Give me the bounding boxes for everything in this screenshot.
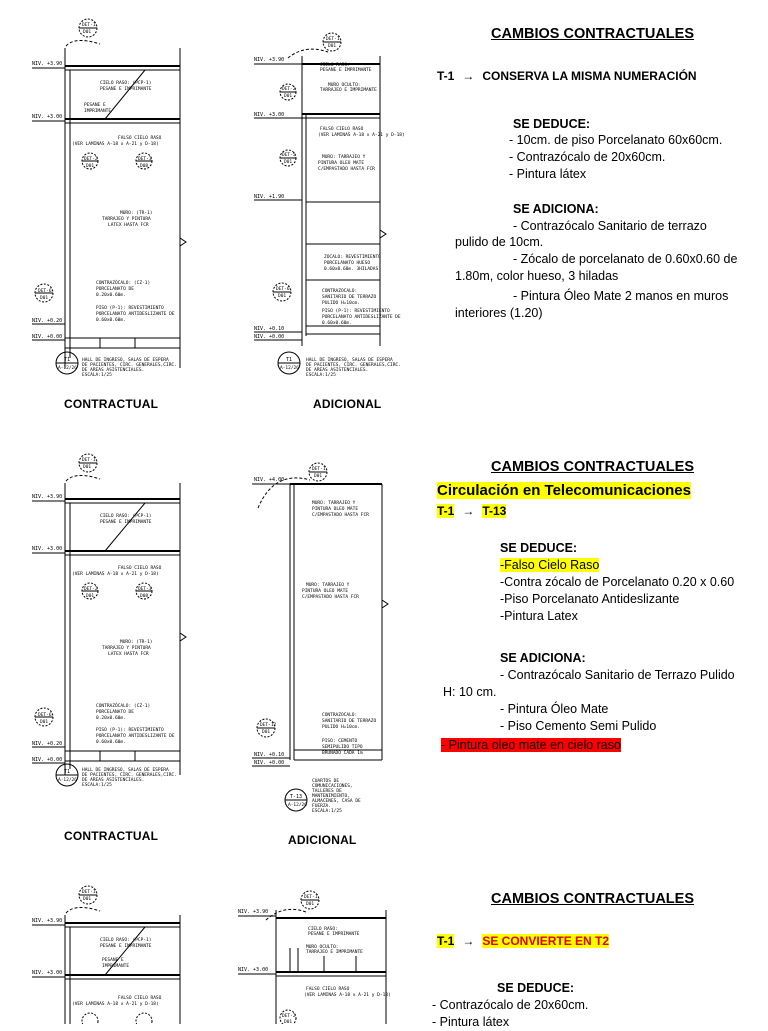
- label-p-060: 0.60x0.60m.: [96, 318, 126, 323]
- label-det2: DET-2: [84, 587, 98, 592]
- label-ver-laminas: (VER LAMINAS A-18 x A-21 y D-18): [304, 993, 391, 998]
- section-3-title: CAMBIOS CONTRACTUALES: [491, 891, 694, 907]
- label-muro-tarrajeo: MURO: TARRAJEO Y: [306, 583, 350, 588]
- label-pesane: PESANE E IMPRIMANTE: [100, 520, 152, 525]
- label-det6: DET-6: [276, 287, 290, 292]
- label-d01-c: D01: [40, 296, 49, 301]
- label-niv-300: NIV. +3.00: [32, 114, 63, 120]
- drawing-adicional-1: [250, 30, 420, 388]
- label-cielo-raso: MURO: TARRAJEO Y: [312, 501, 356, 506]
- label-piso-p1: PISO (P-1): REVESTIMIENTO: [322, 309, 390, 314]
- label-pesane: PESANE E IMPRIMANTE: [100, 87, 152, 92]
- arrow-icon: →: [462, 69, 475, 83]
- label-niv-190: NIV. +1.90: [254, 194, 285, 200]
- label-cielo-raso: CIELO RASO:: [308, 927, 338, 932]
- label-det3: DET-3: [138, 587, 152, 592]
- label-d01-b: D01: [86, 594, 95, 599]
- label-hall-2: DE PACIENTES, CIRC. GENERALES,CIRC.: [82, 773, 177, 778]
- label-empastado: C/EMPASTADO HASTA FCR: [318, 167, 375, 172]
- label-imprimante: IMPRIMANTE: [84, 109, 112, 114]
- drawing-contractual-1: [30, 18, 200, 388]
- label-ver-laminas: (VER LAMINAS A-18 x A-21 y D-18): [72, 1002, 159, 1007]
- label-niv-020: NIV. +0.20: [32, 741, 63, 747]
- label-semipulido: SEMIPULIDO TIPO: [322, 745, 363, 750]
- label-piso-cemento: PISO: CEMENTO: [322, 739, 358, 744]
- label-niv-390: NIV. +3.90: [254, 57, 285, 63]
- label-niv-000: NIV. +0.00: [32, 757, 63, 763]
- section-1-code-line: [437, 68, 697, 85]
- label-imprimante: IMPRIMANTE: [102, 964, 130, 969]
- section-2-deduce-item: -Piso Porcelanato Antideslizante: [500, 592, 680, 606]
- label-sanitario-terr: SANITARIO DE TERRAZO: [322, 719, 377, 724]
- section-3-code-to: SE CONVIERTE EN T2: [482, 934, 610, 948]
- label-porc-antides: PORCELANATO ANTIDESLIZANTE DE: [96, 312, 175, 317]
- label-d01-b: D01: [284, 94, 293, 99]
- label-d01: D01: [306, 902, 315, 907]
- label-muro-tr: MURO: (TR-1): [120, 211, 153, 216]
- arrow-icon: →: [462, 934, 475, 948]
- drawing-adicional-2: [250, 460, 420, 825]
- label-d01: D01: [83, 30, 92, 35]
- section-2-code-to: T-13: [482, 504, 507, 518]
- caption-contractual-2: CONTRACTUAL: [64, 829, 159, 843]
- label-det2: DET-2: [282, 1014, 296, 1019]
- label-cuartos-2: COMUNICACIONES,: [312, 784, 353, 789]
- label-pulido: PULIDO H=10cm.: [322, 301, 360, 306]
- label-cuartos-3: TALLERES DE: [312, 789, 342, 794]
- label-hall-1: HALL DE INGRESO, SALAS DE ESPERA: [82, 768, 169, 773]
- section-1-adiciona-item: pulido de 10cm.: [455, 235, 544, 249]
- label-det1: DET-1: [312, 467, 326, 472]
- label-porc-antides: PORCELANATO ANTIDESLIZANTE DE: [96, 734, 175, 739]
- section-2-subtitle-text: Circulación en Telecomunicaciones: [437, 482, 691, 499]
- label-cielo-raso: CIELO RASO:: [320, 63, 350, 68]
- section-2-adiciona-item: - Pintura Óleo Mate: [500, 702, 609, 716]
- label-hall-3: DE AREAS ASISTENCIALES.: [82, 778, 145, 783]
- section-1-code-from: T-1: [437, 69, 455, 83]
- label-niv-390: NIV. +3.90: [238, 909, 269, 915]
- label-niv-000: NIV. +0.00: [32, 334, 63, 340]
- label-pesane: PESANE E IMPRIMANTE: [320, 68, 372, 73]
- label-det2: DET-2: [84, 157, 98, 162]
- label-t1: T1: [286, 357, 293, 363]
- label-a12: A-12/26: [288, 803, 307, 808]
- label-cuartos-1: CUARTOS DE: [312, 779, 340, 784]
- label-falso-cielo: FALSO CIELO RASO: [118, 996, 162, 1001]
- label-det3: DET-3: [138, 157, 152, 162]
- section-3-deduce-heading: SE DEDUCE:: [497, 981, 575, 995]
- label-niv-300: NIV. +3.00: [254, 112, 285, 118]
- label-niv-300: NIV. +3.00: [238, 967, 269, 973]
- label-hiladas: 0.60x0.60m. 3HILADAS: [324, 267, 379, 272]
- label-cielo-raso: CIELO RASO: (PCP-1): [100, 938, 152, 943]
- label-hall-1: HALL DE INGRESO, SALAS DE ESPERA: [306, 358, 393, 363]
- section-2-subtitle: [437, 481, 691, 500]
- drawing-adicional-3: [236, 890, 406, 1024]
- section-2-deduce-heading: SE DEDUCE:: [500, 541, 578, 555]
- label-d01-b: D01: [262, 730, 271, 735]
- label-niv-000: NIV. +0.00: [254, 334, 285, 340]
- arrow-icon: →: [462, 504, 475, 518]
- label-escala: ESCALA:1/25: [82, 783, 112, 788]
- label-tarrajeo-impr: TARRAJEO E IMPRIMANTE: [320, 88, 377, 93]
- section-2-adiciona-heading: SE ADICIONA:: [500, 651, 586, 665]
- label-niv-300: NIV. +3.00: [32, 970, 63, 976]
- section-1-adiciona-item: - Pintura Óleo Mate 2 manos en muros: [513, 289, 729, 303]
- label-det6: DET-6: [38, 713, 52, 718]
- label-det1: DET-1: [82, 458, 96, 463]
- caption-adicional-1: ADICIONAL: [313, 397, 382, 411]
- label-empastado: C/EMPASTADO HASTA FCR: [312, 513, 369, 518]
- label-d01-b: D01: [284, 1020, 293, 1024]
- section-3-code-line: [437, 933, 609, 950]
- section-1-adiciona-item: interiores (1.20): [455, 306, 543, 320]
- label-d08: D08: [140, 594, 149, 599]
- label-h-020: 0.20x0.60m.: [96, 716, 126, 721]
- label-hall-3: DE AREAS ASISTENCIALES.: [306, 368, 369, 373]
- section-2-adiciona-item: [441, 737, 621, 754]
- label-niv-000: NIV. +0.00: [254, 760, 285, 766]
- label-niv-020: NIV. +0.20: [32, 318, 63, 324]
- label-sanitario-terr: SANITARIO DE TERRAZO: [322, 295, 377, 300]
- label-cielo-raso: CIELO RASO: (PCP-1): [100, 514, 152, 519]
- section-2-deduce-item: -Pintura Latex: [500, 609, 578, 623]
- label-contrazocalo-cz: CONTRAZÓCALO: (CZ-1): [96, 281, 151, 286]
- label-contrazocalo2: CONTRAZOCALO:: [322, 289, 358, 294]
- label-zocalo-rev: ZOCALO: REVESTIMIENTO: [324, 255, 381, 260]
- label-pintura-oleo: PINTURA OLEO MATE: [312, 507, 359, 512]
- label-d01: D01: [83, 897, 92, 902]
- label-t1: T1: [64, 357, 71, 363]
- label-tarrajeo-impr: TARRAJEO E IMPRIMANTE: [306, 950, 363, 955]
- label-det5: DET-5: [282, 153, 296, 158]
- section-1-deduce-item: - Pintura látex: [509, 167, 587, 181]
- label-det12: DET-12: [260, 723, 277, 728]
- label-p-060: 0.60x0.60m.: [96, 740, 126, 745]
- section-2-title: CAMBIOS CONTRACTUALES: [491, 459, 694, 475]
- label-falso-cielo: FALSO CIELO RASO: [118, 136, 162, 141]
- label-piso-p1: PISO (P-1): REVESTIMIENTO: [96, 728, 164, 733]
- label-d01: D01: [83, 465, 92, 470]
- section-3-deduce-item: - Pintura látex: [432, 1015, 510, 1029]
- label-pesane2: PESANE E: [102, 958, 124, 963]
- label-niv-390: NIV. +3.90: [32, 61, 63, 67]
- label-falso-cielo: FALSO CIELO RASO: [118, 566, 162, 571]
- section-1-adiciona-heading: SE ADICIONA:: [513, 202, 599, 216]
- caption-contractual-1: CONTRACTUAL: [64, 397, 159, 411]
- label-det1: DET-1: [326, 37, 340, 42]
- label-d08: D08: [140, 164, 149, 169]
- label-p-060: 0.60x0.60m.: [322, 321, 352, 326]
- section-1-title: CAMBIOS CONTRACTUALES: [491, 26, 694, 42]
- label-pesane2: PESANE E: [84, 103, 106, 108]
- label-cielo-raso: CIELO RASO: (PCP-1): [100, 81, 152, 86]
- label-porcelanato-de: PORCELANATO DE: [96, 710, 134, 715]
- label-muro-oculto: MURO OCULTO:: [306, 945, 339, 950]
- label-niv-390: NIV. +3.90: [32, 494, 63, 500]
- label-tarrajeo-pintura: TARRAJEO Y PINTURA: [102, 646, 151, 651]
- label-d01: D01: [314, 474, 323, 479]
- label-pesane: PESANE E IMPRIMANTE: [100, 944, 152, 949]
- drawing-contractual-2: [30, 453, 200, 793]
- label-pintura-oleo: PINTURA OLEO MATE: [318, 161, 365, 166]
- section-3-deduce-item: - Contrazócalo de 20x60cm.: [432, 998, 589, 1012]
- label-contrazocalo-cz: CONTRAZÓCALO: (CZ-1): [96, 704, 151, 709]
- label-t1: T1: [64, 769, 71, 775]
- section-2-deduce-item: [500, 557, 599, 574]
- label-escala: ESCALA:1/25: [306, 373, 336, 378]
- section-1-deduce-item: - 10cm. de piso Porcelanato 60x60cm.: [509, 133, 723, 147]
- label-pulido: PULIDO H=10cm.: [322, 725, 360, 730]
- section-1-adiciona-item: - Zócalo de porcelanato de 0.60x0.60 de: [513, 252, 738, 266]
- drawing-contractual-3: [30, 885, 200, 1024]
- label-piso-p1: PISO (P-1): REVESTIMIENTO: [96, 306, 164, 311]
- label-ver-laminas: (VER LAMINAS A-18 x A-21 y D-18): [318, 133, 405, 138]
- section-1-deduce-heading: SE DEDUCE:: [513, 117, 591, 131]
- section-1-adiciona-item: - Contrazócalo Sanitario de terrazo: [513, 219, 707, 233]
- label-d01-b: D01: [86, 164, 95, 169]
- label-hall-2: DE PACIENTES, CIRC. GENERALES,CIRC.: [82, 363, 177, 368]
- label-contrazocalo2: CONTRAZOCALO:: [322, 713, 358, 718]
- label-porcelanato-de: PORCELANATO DE: [96, 287, 134, 292]
- label-h-020: 0.20x0.60m.: [96, 293, 126, 298]
- section-3-code-from: T-1: [437, 934, 455, 948]
- label-det1: DET-1: [82, 890, 96, 895]
- label-det2: DET-2: [282, 87, 296, 92]
- label-d01-c: D01: [40, 720, 49, 725]
- section-2-adiciona-item: - Piso Cemento Semi Pulido: [500, 719, 657, 733]
- section-1-deduce-item: - Contrazócalo de 20x60cm.: [509, 150, 666, 164]
- section-2-adiciona-item: H: 10 cm.: [443, 685, 497, 699]
- label-a12: A-12/26: [280, 366, 299, 371]
- label-latex-hasta: LATEX HASTA FCR: [108, 652, 149, 657]
- label-a12: A-12/26: [58, 366, 77, 371]
- section-2-code-from: T-1: [437, 504, 455, 518]
- label-t13: T-13: [290, 794, 303, 800]
- label-d01: D01: [328, 44, 337, 49]
- label-empastado-2: C/EMPASTADO HASTA FCR: [302, 595, 359, 600]
- label-hall-1: HALL DE INGRESO, SALAS DE ESPERA: [82, 358, 169, 363]
- label-pintura-oleo-2: PINTURA OLEO MATE: [302, 589, 349, 594]
- label-det6: DET-6: [38, 289, 52, 294]
- label-niv-390: NIV. +3.90: [32, 918, 63, 924]
- label-det1: DET-1: [304, 895, 318, 900]
- label-det1: DET-1: [82, 23, 96, 28]
- label-brunado: BRUÑADO CADA 1m: [322, 751, 363, 756]
- label-cuartos-5: ALMACENES, CASA DE: [312, 799, 361, 804]
- label-escala: ESCALA:1/25: [82, 373, 112, 378]
- section-1-code-to: CONSERVA LA MISMA NUMERACIÓN: [482, 69, 697, 83]
- label-niv-010: NIV. +0.10: [254, 326, 285, 332]
- label-porc-antides: PORCELANATO ANTIDESLIZANTE DE: [322, 315, 401, 320]
- label-muro-tarrajeo: MURO: TARRAJEO Y: [322, 155, 366, 160]
- label-a12: A-12/26: [58, 778, 77, 783]
- section-1-adiciona-item: 1.80m, color hueso, 3 hiladas: [455, 269, 619, 283]
- label-niv-300: NIV. +3.00: [32, 546, 63, 552]
- label-pesane: PESANE E IMPRIMANTE: [308, 932, 360, 937]
- label-hall-3: DE AREAS ASISTENCIALES.: [82, 368, 145, 373]
- label-porc-hueso: PORCELANATO HUESO: [324, 261, 371, 266]
- label-niv-010: NIV. +0.10: [254, 752, 285, 758]
- label-hall-2: DE PACIENTES, CIRC. GENERALES,CIRC.: [306, 363, 401, 368]
- label-falso-cielo: FALSO CIELO RASO: [320, 127, 364, 132]
- section-2-adiciona-item-highlighted: - Pintura oleo mate en cielo raso: [441, 738, 621, 752]
- section-2-deduce-item-highlighted: -Falso Cielo Raso: [500, 558, 600, 572]
- section-2-adiciona-item: - Contrazócalo Sanitario de Terrazo Pulido: [500, 668, 735, 682]
- label-falso-cielo: FALSO CIELO RASO: [306, 987, 350, 992]
- label-ver-laminas: (VER LAMINAS A-18 x A-21 y D-18): [72, 572, 159, 577]
- label-d01-c: D01: [284, 160, 293, 165]
- section-2-code-line: [437, 503, 506, 520]
- label-ver-laminas: (VER LAMINAS A-18 x A-21 y D-18): [72, 142, 159, 147]
- label-muro-oculto: MURO OCULTO:: [328, 83, 361, 88]
- label-muro-tr: MURO: (TR-1): [120, 640, 153, 645]
- label-cuartos-6: FUERZA.: [312, 804, 331, 809]
- label-tarrajeo-pintura: TARRAJEO Y PINTURA: [102, 217, 151, 222]
- section-2-deduce-item: -Contra zócalo de Porcelanato 0.20 x 0.60: [500, 575, 735, 589]
- caption-adicional-2: ADICIONAL: [288, 833, 357, 847]
- label-escala: ESCALA:1/25: [312, 809, 342, 814]
- label-cuartos-4: MANTENIMIENTO,: [312, 794, 350, 799]
- label-latex-hasta: LATEX HASTA FCR: [108, 223, 149, 228]
- label-d01-d: D01: [278, 294, 287, 299]
- label-niv-400: NIV. +4.00: [254, 477, 285, 483]
